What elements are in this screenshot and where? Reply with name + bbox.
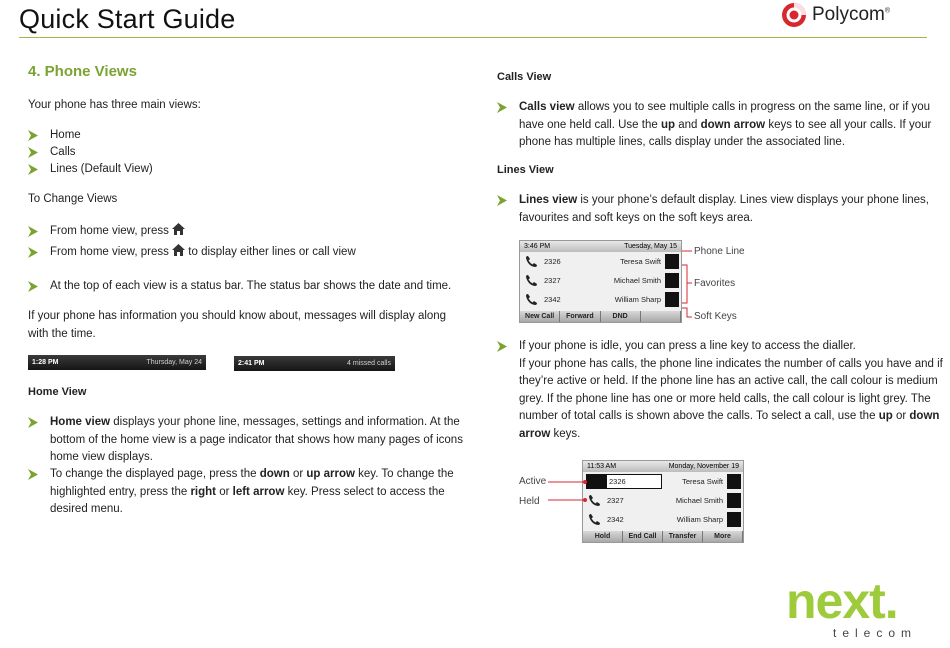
bullet-arrow-icon bbox=[28, 164, 38, 175]
softkey-empty bbox=[641, 311, 681, 322]
phone-handset-icon bbox=[524, 274, 538, 288]
status-time: 1:28 PM bbox=[32, 359, 59, 366]
avatar bbox=[665, 273, 679, 288]
phone-status-bar: 11:53 AM Monday, November 19 bbox=[583, 461, 743, 472]
active-call-row: 2326 Teresa Swift bbox=[583, 472, 743, 491]
status-date: Thursday, May 24 bbox=[146, 359, 202, 366]
phone-handset-icon bbox=[524, 255, 538, 269]
section-title: 4. Phone Views bbox=[28, 63, 137, 80]
callout-held: Held bbox=[519, 496, 540, 507]
softkey-hold: Hold bbox=[583, 531, 623, 542]
info-note: If your phone has information you should know about, messages will display along with the time. bbox=[28, 310, 447, 340]
list-item: At the top of each view is a status bar. The status bar shows the date and time. bbox=[28, 278, 451, 296]
polycom-logo bbox=[780, 1, 890, 29]
list-item: To change the displayed page, press the down or up arrow key. To change the highlighted entry, press the right or left arrow key. Press select to access the desired menu. bbox=[28, 466, 470, 519]
favorite-row: 2342 William Sharp bbox=[583, 510, 743, 529]
held-call-row: 2327 Michael Smith bbox=[583, 491, 743, 510]
bullet-arrow-icon bbox=[28, 417, 38, 428]
avatar bbox=[665, 254, 679, 269]
bullet-arrow-icon bbox=[28, 469, 38, 480]
list-item: Calls bbox=[28, 144, 76, 162]
phone-status-bar: 3:46 PM Tuesday, May 15 bbox=[520, 241, 681, 252]
bullet-arrow-icon bbox=[28, 281, 38, 292]
next-telecom-logo-sub: telecom bbox=[833, 626, 918, 640]
page-title: Quick Start Guide bbox=[19, 4, 236, 34]
list-item: If your phone is idle, you can press a line key to access the dialler. If your phone has calls, the phone line indicates the number of calls you have and if they’re active or held. If the phone line has an active call, the call colour is medium grey. If the phone line has one or more held calls, the call colour is light grey. The number of total calls is shown above the calls. To select a call, use the up or down arrow keys. bbox=[497, 338, 944, 443]
callout-phone-line: Phone Line bbox=[694, 246, 745, 257]
lines-view-heading: Lines View bbox=[497, 164, 554, 176]
favorite-row: 2342 William Sharp bbox=[520, 290, 681, 309]
phone-handset-icon bbox=[524, 293, 538, 307]
header-divider bbox=[19, 37, 927, 38]
callout-lines bbox=[548, 478, 588, 508]
list-item: From home view, press bbox=[28, 223, 185, 241]
bullet-arrow-icon bbox=[28, 147, 38, 158]
softkey-end-call: End Call bbox=[623, 531, 663, 542]
intro-text: Your phone has three main views: bbox=[28, 99, 201, 111]
callout-favorites: Favorites bbox=[694, 278, 736, 289]
bullet-arrow-icon bbox=[28, 247, 38, 258]
softkey-new-call: New Call bbox=[520, 311, 560, 322]
bullet-arrow-icon bbox=[497, 341, 507, 352]
status-bar-example bbox=[28, 355, 206, 370]
bullet-arrow-icon bbox=[497, 102, 507, 113]
list-item: Calls view allows you to see multiple calls in progress on the same line, or if you have one held call. Use the up and down arrow keys to see all your calls. If your phone has multiple lines, calls display under the associated line. bbox=[497, 99, 944, 152]
bullet-arrow-icon bbox=[28, 226, 38, 237]
list-item: Lines view is your phone’s default display. Lines view displays your phone lines, favourites and soft keys on the soft keys area. bbox=[497, 192, 944, 227]
avatar bbox=[727, 474, 741, 489]
favorite-row: 2327 Michael Smith bbox=[520, 271, 681, 290]
home-view-heading: Home View bbox=[28, 386, 87, 398]
polycom-logo-text: Polycom® bbox=[812, 4, 891, 25]
bullet-arrow-icon bbox=[497, 195, 507, 206]
hd-icon bbox=[586, 474, 606, 489]
list-item: From home view, press to display either lines or call view bbox=[28, 244, 356, 262]
soft-keys bbox=[520, 311, 681, 322]
phone-handset-icon bbox=[587, 494, 601, 508]
callout-active: Active bbox=[519, 476, 547, 487]
home-key-icon bbox=[172, 244, 185, 256]
next-telecom-logo: next. bbox=[786, 573, 898, 629]
list-item: Home view displays your phone line, messages, settings and information. At the bottom of the home view is a page indicator that shows how many pages of icons home view displays. bbox=[28, 414, 480, 467]
calls-view-screen bbox=[582, 460, 744, 543]
status-time: 2:41 PM bbox=[238, 360, 265, 367]
lines-view-screen bbox=[519, 240, 682, 323]
bullet-arrow-icon bbox=[28, 130, 38, 141]
calls-view-heading: Calls View bbox=[497, 71, 552, 83]
soft-keys bbox=[583, 531, 743, 542]
avatar bbox=[665, 292, 679, 307]
polycom-logo-icon bbox=[780, 1, 808, 29]
callout-brackets bbox=[682, 245, 694, 323]
phone-line-row: 2326 Teresa Swift bbox=[520, 252, 681, 271]
status-message: 4 missed calls bbox=[347, 360, 391, 367]
status-bar-example bbox=[234, 356, 395, 371]
callout-soft-keys: Soft Keys bbox=[694, 311, 737, 322]
softkey-dnd: DND bbox=[601, 311, 641, 322]
change-views-heading: To Change Views bbox=[28, 193, 118, 205]
softkey-transfer: Transfer bbox=[663, 531, 703, 542]
softkey-more: More bbox=[703, 531, 743, 542]
list-item: Home bbox=[28, 127, 81, 145]
home-key-icon bbox=[172, 223, 185, 235]
list-item: Lines (Default View) bbox=[28, 161, 153, 179]
softkey-forward: Forward bbox=[560, 311, 600, 322]
avatar bbox=[727, 493, 741, 508]
phone-handset-icon bbox=[587, 513, 601, 527]
avatar bbox=[727, 512, 741, 527]
